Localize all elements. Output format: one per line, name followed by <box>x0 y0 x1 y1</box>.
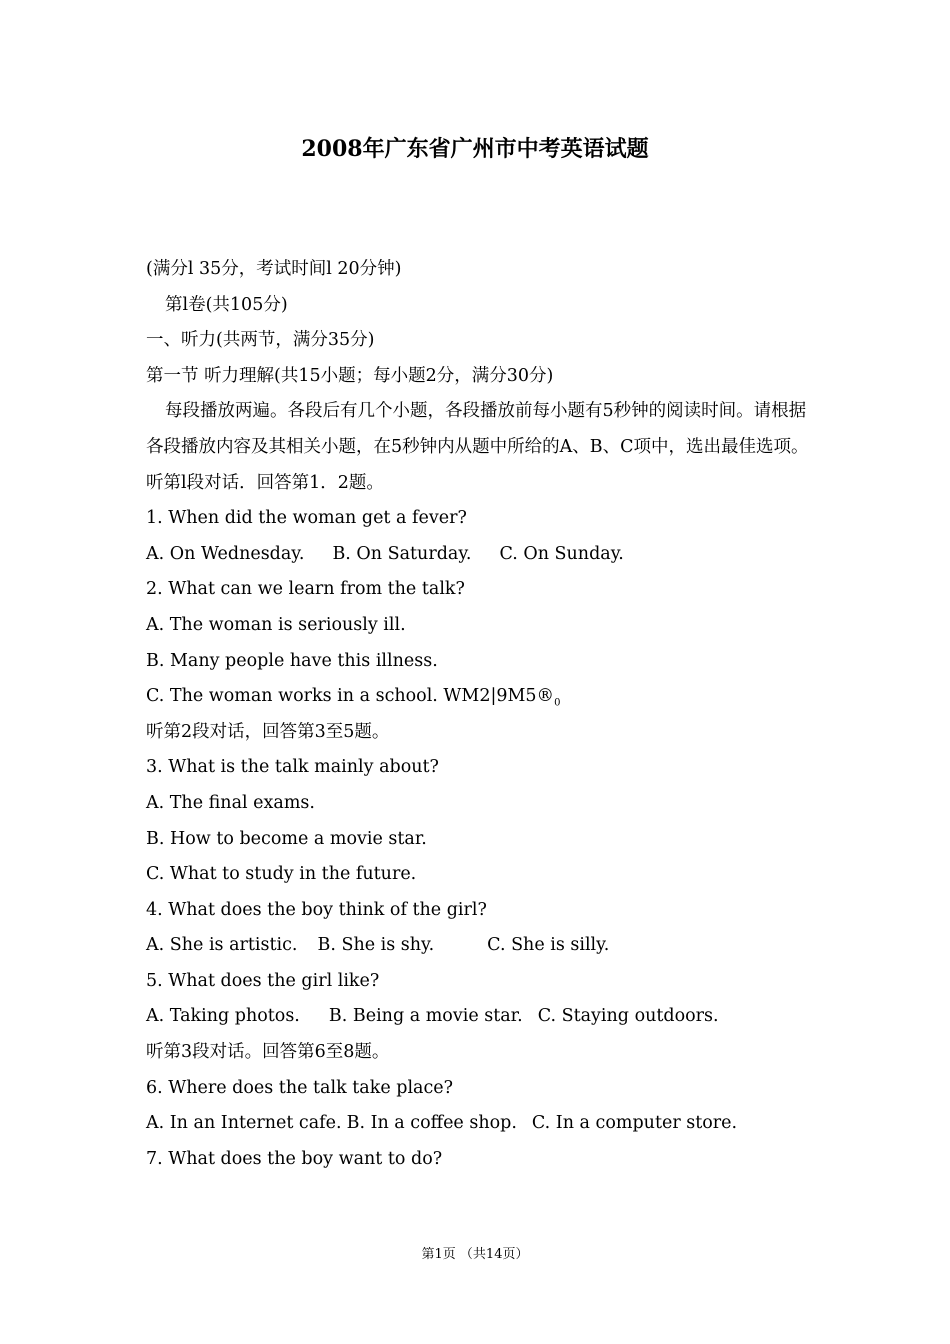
option-c: C. On Sunday. <box>499 543 624 564</box>
option-c-text: C. The woman works in a school. WM2|9M5® <box>146 686 555 707</box>
option-c: C. Staying outdoors. <box>537 1006 719 1027</box>
question-3-option-b: B. How to become a movie star. <box>146 828 427 849</box>
question-3: 3. What is the talk mainly about? <box>146 757 439 778</box>
question-4: 4. What does the boy think of the girl? <box>146 899 487 920</box>
option-b: B. On Saturday. <box>332 543 472 564</box>
option-b: B. She is shy. <box>317 935 435 956</box>
option-b: B. In a coffee shop. <box>346 1113 517 1134</box>
question-2-option-a: A. The woman is seriously ill. <box>146 614 406 635</box>
option-c: C. She is silly. <box>487 935 610 956</box>
question-2: 2. What can we learn from the talk? <box>146 579 465 600</box>
question-1-options <box>146 537 816 573</box>
question-6: 6. Where does the talk take place? <box>146 1077 454 1098</box>
dialogue-3-heading: 听第3段对话。回答第6至8题。 <box>146 1042 390 1063</box>
score-time-note: (满分l 35分，考试时间l 20分钟) <box>146 259 402 279</box>
option-a: A. She is artistic. <box>146 935 298 956</box>
dialogue-2-heading: 听第2段对话，回答第3至5题。 <box>146 721 390 742</box>
question-3-option-a: A. The final exams. <box>146 792 315 813</box>
option-a: A. In an Internet cafe. <box>146 1113 342 1134</box>
question-3-option-c: C. What to study in the future. <box>146 864 417 885</box>
option-c: C. In a computer store. <box>531 1113 738 1134</box>
page-footer: 第1页 （共14页） <box>421 1247 529 1262</box>
option-a: A. Taking photos. <box>146 1006 300 1027</box>
section-one-heading: 一、听力(共两节，满分35分) <box>146 330 375 351</box>
option-c-subscript: 0 <box>554 697 561 709</box>
instructions-paragraph: 每段播放两遍。各段后有几个小题，各段播放前每小题有5秒钟的阅读时间。请根据各段播放内容及其相关小题，在5秒钟内从题中所给的A、B、C项中，选出最佳选项。 <box>146 401 809 457</box>
dialogue-1-heading: 听第l段对话．回答第1．2题。 <box>146 472 384 493</box>
exam-content <box>146 252 816 1177</box>
question-2-option-c <box>146 679 816 715</box>
volume-heading: 第l卷(共105分) <box>165 294 288 315</box>
question-4-options <box>146 928 816 964</box>
part-one-heading: 第一节 听力理解(共15小题；每小题2分，满分30分) <box>146 365 554 386</box>
question-2-option-b: B. Many people have this illness. <box>146 650 438 671</box>
question-5-options <box>146 999 816 1035</box>
question-7: 7. What does the boy want to do? <box>146 1148 443 1169</box>
option-a: A. On Wednesday. <box>146 543 305 564</box>
option-b: B. Being a movie star. <box>328 1006 523 1027</box>
page-title: 2008年广东省广州市中考英语试题 <box>301 136 649 162</box>
question-5: 5. What does the girl like? <box>146 970 380 991</box>
question-1: 1. When did the woman get a fever? <box>146 508 467 529</box>
question-6-options <box>146 1106 816 1142</box>
